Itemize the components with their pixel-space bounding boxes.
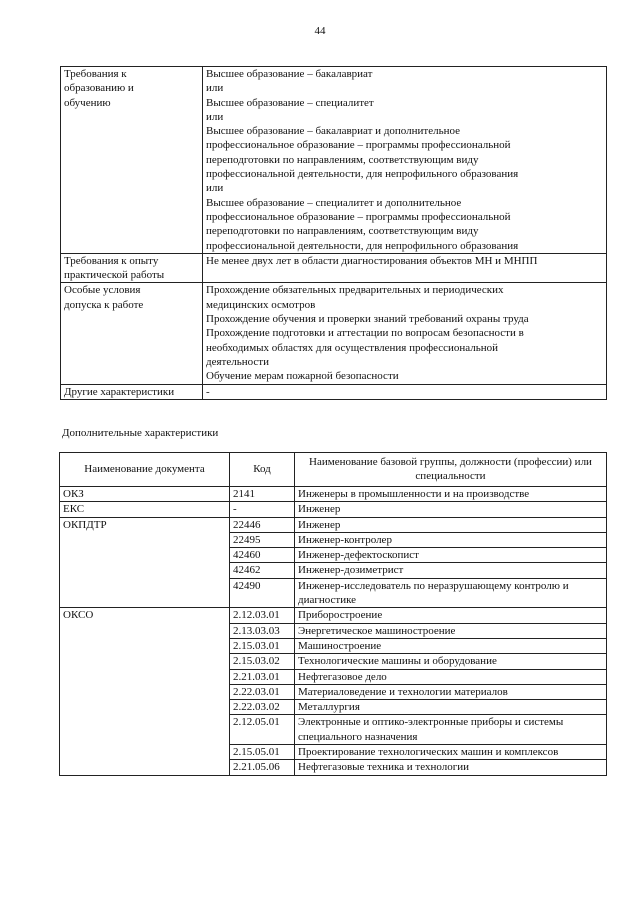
requirement-value-line: переподготовки по направлениям, соответствующим виду <box>206 225 479 238</box>
requirement-value-line: переподготовки по направлениям, соответствующим виду <box>206 153 479 166</box>
group-name-cell: Приборостроение <box>295 608 607 623</box>
section-heading: Дополнительные характеристики <box>62 427 219 439</box>
additional-characteristics-table <box>59 452 607 776</box>
requirement-label-line: практической работы <box>64 269 165 282</box>
requirement-value-line: Высшее образование – специалитет <box>206 96 374 109</box>
code-cell: 2141 <box>230 487 295 502</box>
header-group-name: Наименование базовой группы, должности (профессии) или специальности <box>295 453 607 487</box>
page-number: 44 <box>314 25 326 37</box>
requirement-value-line: Прохождение обучения и проверки знаний требований охраны труда <box>206 313 529 326</box>
requirement-label <box>61 384 203 399</box>
requirement-value-line: профессиональной деятельности, для непрофильного образования <box>206 168 519 181</box>
requirement-row <box>61 253 607 283</box>
requirement-value <box>203 384 607 399</box>
document-name-cell: ЕКС <box>60 502 230 517</box>
requirement-value-line: Прохождение подготовки и аттестации по вопросам безопасности в <box>206 327 524 340</box>
requirement-value-line: или <box>206 82 224 95</box>
requirement-value-line: профессиональной деятельности, для непрофильного образования <box>206 239 519 252</box>
requirements-table <box>60 66 607 400</box>
code-cell: 2.15.03.01 <box>230 638 295 653</box>
group-name-cell: Инженер <box>295 517 607 532</box>
code-cell: 2.13.03.03 <box>230 623 295 638</box>
requirement-value-line: Обучение мерам пожарной безопасности <box>206 370 399 383</box>
code-cell: 42460 <box>230 548 295 563</box>
requirement-label-line: обучению <box>64 96 111 109</box>
table-row <box>60 608 607 623</box>
code-cell: 2.15.05.01 <box>230 745 295 760</box>
document-name-cell: ОКПДТР <box>60 517 230 608</box>
table-row <box>60 502 607 517</box>
group-name-cell: Инженер-дозиметрист <box>295 563 607 578</box>
code-cell: 2.22.03.01 <box>230 684 295 699</box>
table-header-row <box>60 453 607 487</box>
requirement-value-line: или <box>206 110 224 123</box>
group-name-cell: Нефтегазовое дело <box>295 669 607 684</box>
group-name-cell: Проектирование технологических машин и комплексов <box>295 745 607 760</box>
requirement-row <box>61 384 607 399</box>
requirement-value-line: необходимых областях для осуществления профессиональной <box>206 341 499 354</box>
document-name-cell: ОКЗ <box>60 487 230 502</box>
code-cell: 22495 <box>230 532 295 547</box>
group-name-cell: Электронные и оптико-электронные приборы и системы специального назначения <box>295 715 607 745</box>
requirement-label-line: Требования к <box>64 68 127 80</box>
group-name-cell: Инженер-дефектоскопист <box>295 548 607 563</box>
requirement-value-line: профессиональное образование – программы профессиональной <box>206 210 511 223</box>
code-cell: 22446 <box>230 517 295 532</box>
table-row <box>60 487 607 502</box>
group-name-cell: Нефтегазовые техника и технологии <box>295 760 607 775</box>
code-cell: 2.21.05.06 <box>230 760 295 775</box>
code-cell: 2.15.03.02 <box>230 654 295 669</box>
requirement-value-line: Высшее образование – бакалавриат и дополнительное <box>206 125 461 138</box>
code-cell: - <box>230 502 295 517</box>
code-cell: 2.12.05.01 <box>230 715 295 745</box>
code-cell: 2.12.03.01 <box>230 608 295 623</box>
requirement-label <box>61 283 203 384</box>
requirement-value-line: - <box>206 385 210 398</box>
requirement-row <box>61 283 607 384</box>
group-name-cell: Инженер-исследователь по неразрушающему контролю и диагностике <box>295 578 607 608</box>
requirement-label-line: допуска к работе <box>64 298 144 311</box>
group-name-cell: Инженеры в промышленности и на производстве <box>295 487 607 502</box>
code-cell: 2.21.03.01 <box>230 669 295 684</box>
header-document-name: Наименование документа <box>60 453 230 487</box>
requirement-label <box>61 67 203 254</box>
document-name-cell: ОКСО <box>60 608 230 775</box>
requirement-value-line: Прохождение обязательных предварительных и периодических <box>206 284 504 297</box>
group-name-cell: Инженер-контролер <box>295 532 607 547</box>
requirement-value-line: Высшее образование – специалитет и дополнительное <box>206 196 462 209</box>
requirement-value-line: деятельности <box>206 355 269 368</box>
requirement-value-line: Высшее образование – бакалавриат <box>206 68 373 80</box>
requirement-value <box>203 67 607 254</box>
requirement-value-line: Не менее двух лет в области диагностирования объектов МН и МНПП <box>206 254 538 267</box>
requirement-label <box>61 253 203 283</box>
code-cell: 42462 <box>230 563 295 578</box>
requirement-value <box>203 253 607 283</box>
group-name-cell: Металлургия <box>295 700 607 715</box>
group-name-cell: Инженер <box>295 502 607 517</box>
requirement-label-line: Требования к опыту <box>64 254 159 267</box>
requirement-value <box>203 283 607 384</box>
code-cell: 42490 <box>230 578 295 608</box>
requirement-value-line: или <box>206 182 224 195</box>
group-name-cell: Материаловедение и технологии материалов <box>295 684 607 699</box>
requirement-row <box>61 67 607 254</box>
requirement-label-line: Другие характеристики <box>64 385 175 398</box>
header-code: Код <box>230 453 295 487</box>
table-row <box>60 517 607 532</box>
requirement-label-line: Особые условия <box>64 284 141 297</box>
requirement-value-line: медицинских осмотров <box>206 298 316 311</box>
group-name-cell: Энергетическое машиностроение <box>295 623 607 638</box>
group-name-cell: Машиностроение <box>295 638 607 653</box>
requirement-value-line: профессиональное образование – программы профессиональной <box>206 139 511 152</box>
requirement-label-line: образованию и <box>64 82 134 95</box>
group-name-cell: Технологические машины и оборудование <box>295 654 607 669</box>
code-cell: 2.22.03.02 <box>230 700 295 715</box>
